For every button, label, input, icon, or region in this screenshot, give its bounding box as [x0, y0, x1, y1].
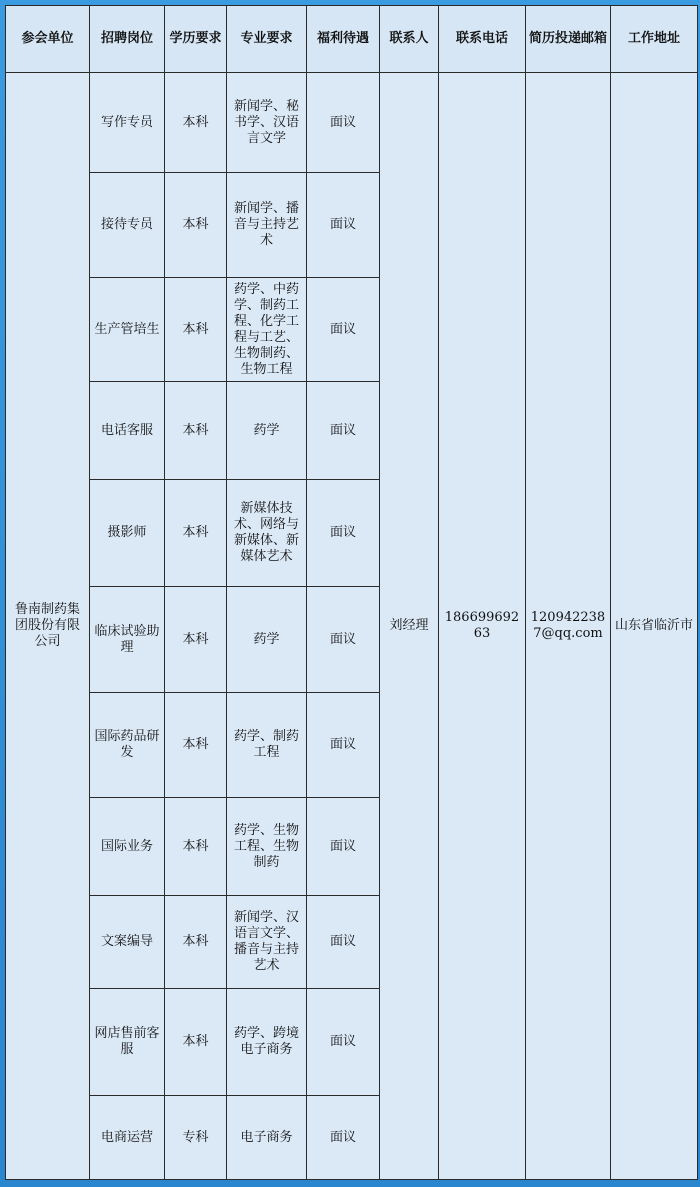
header-address: 工作地址 — [611, 6, 698, 73]
benefits-cell: 面议 — [307, 989, 380, 1096]
benefits-cell: 面议 — [307, 1096, 380, 1180]
education-cell: 本科 — [165, 798, 227, 896]
benefits-cell: 面议 — [307, 382, 380, 480]
major-cell: 新闻学、播音与主持艺术 — [227, 173, 307, 278]
major-cell: 新闻学、秘书学、汉语言文学 — [227, 73, 307, 173]
benefits-cell: 面议 — [307, 798, 380, 896]
table-row — [6, 73, 698, 173]
position-cell: 临床试验助理 — [90, 587, 165, 693]
header-major: 专业要求 — [227, 6, 307, 73]
position-cell: 接待专员 — [90, 173, 165, 278]
header-education: 学历要求 — [165, 6, 227, 73]
major-cell: 新媒体技术、网络与新媒体、新媒体艺术 — [227, 480, 307, 587]
education-cell: 本科 — [165, 989, 227, 1096]
position-cell: 电商运营 — [90, 1096, 165, 1180]
position-cell: 文案编导 — [90, 896, 165, 989]
education-cell: 本科 — [165, 587, 227, 693]
major-cell: 药学、制药工程 — [227, 693, 307, 798]
benefits-cell: 面议 — [307, 896, 380, 989]
benefits-cell: 面议 — [307, 480, 380, 587]
education-cell: 本科 — [165, 480, 227, 587]
benefits-cell: 面议 — [307, 278, 380, 382]
header-phone: 联系电话 — [439, 6, 526, 73]
position-cell: 国际药品研发 — [90, 693, 165, 798]
recruitment-table — [5, 5, 698, 1180]
major-cell: 药学、中药学、制药工程、化学工程与工艺、生物制药、生物工程 — [227, 278, 307, 382]
major-cell: 电子商务 — [227, 1096, 307, 1180]
education-cell: 本科 — [165, 693, 227, 798]
education-cell: 本科 — [165, 73, 227, 173]
header-company: 参会单位 — [6, 6, 90, 73]
position-cell: 写作专员 — [90, 73, 165, 173]
education-cell: 本科 — [165, 382, 227, 480]
header-email: 简历投递邮箱 — [526, 6, 611, 73]
position-cell: 生产管培生 — [90, 278, 165, 382]
benefits-cell: 面议 — [307, 73, 380, 173]
major-cell: 新闻学、汉语言文学、播音与主持艺术 — [227, 896, 307, 989]
benefits-cell: 面议 — [307, 173, 380, 278]
position-cell: 电话客服 — [90, 382, 165, 480]
table-header-row — [6, 6, 698, 73]
position-cell: 国际业务 — [90, 798, 165, 896]
header-position: 招聘岗位 — [90, 6, 165, 73]
education-cell: 专科 — [165, 1096, 227, 1180]
education-cell: 本科 — [165, 278, 227, 382]
position-cell: 摄影师 — [90, 480, 165, 587]
benefits-cell: 面议 — [307, 587, 380, 693]
phone-cell: 18669969263 — [439, 73, 526, 1180]
major-cell: 药学、跨境电子商务 — [227, 989, 307, 1096]
header-benefits: 福利待遇 — [307, 6, 380, 73]
major-cell: 药学、生物工程、生物制药 — [227, 798, 307, 896]
contact-cell: 刘经理 — [380, 73, 439, 1180]
benefits-cell: 面议 — [307, 693, 380, 798]
education-cell: 本科 — [165, 896, 227, 989]
position-cell: 网店售前客服 — [90, 989, 165, 1096]
address-cell: 山东省临沂市 — [611, 73, 698, 1180]
major-cell: 药学 — [227, 382, 307, 480]
company-cell: 鲁南制药集团股份有限公司 — [6, 73, 90, 1180]
header-contact: 联系人 — [380, 6, 439, 73]
major-cell: 药学 — [227, 587, 307, 693]
education-cell: 本科 — [165, 173, 227, 278]
email-cell: 1209422387@qq.com — [526, 73, 611, 1180]
